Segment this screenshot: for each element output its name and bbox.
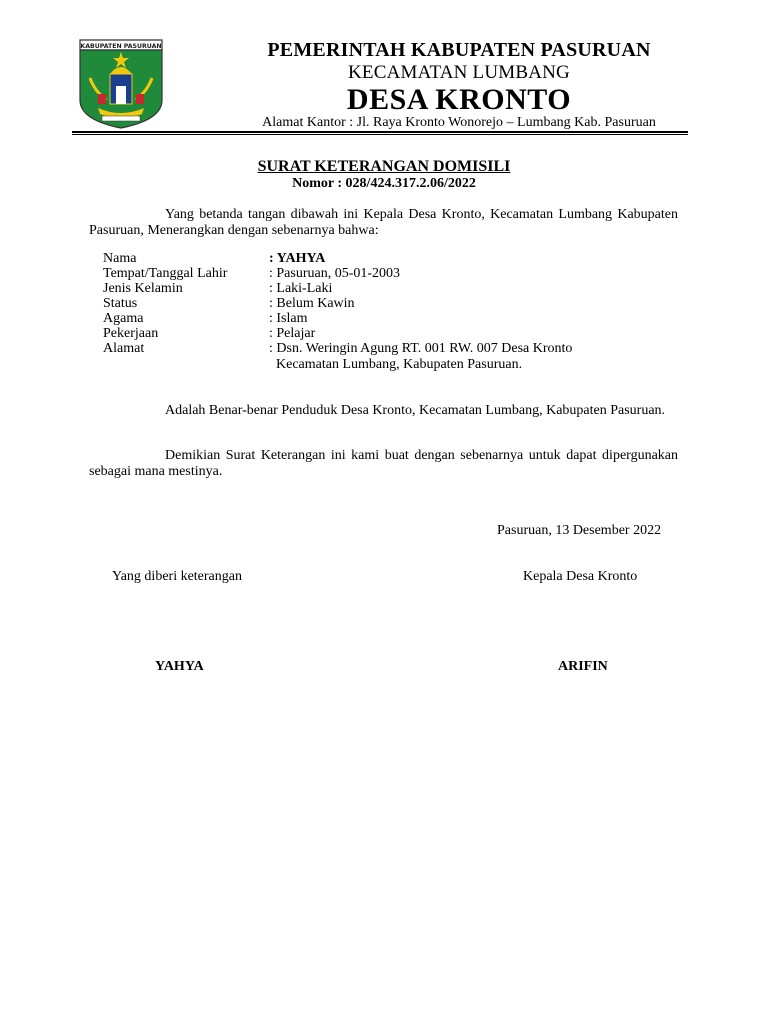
regency-emblem [76, 38, 166, 130]
signature-role-right: Kepala Desa Kronto [523, 569, 638, 584]
signature-role-left: Yang diberi keterangan [112, 569, 242, 584]
letter-title-text: SURAT KETERANGAN DOMISILI [257, 158, 511, 175]
field-label-birth: Tempat/Tanggal Lahir [103, 266, 228, 281]
statement-text: Adalah Benar-benar Penduduk Desa Kronto, Kecamatan Lumbang, Kabupaten Pasuruan. [165, 403, 666, 418]
header-subdistrict: KECAMATAN LUMBANG [348, 62, 570, 83]
field-value-address-cont: Kecamatan Lumbang, Kabupaten Pasuruan. [276, 357, 523, 372]
header-address: Alamat Kantor : Jl. Raya Kronto Wonorejo – Lumbang Kab. Pasuruan [262, 115, 656, 130]
signature-name-right: ARIFIN [558, 659, 608, 674]
closing-paragraph [89, 448, 678, 480]
header-government: PEMERINTAH KABUPATEN PASURUAN [267, 39, 651, 61]
field-value-religion: : Islam [269, 311, 308, 326]
statement-paragraph [89, 403, 678, 419]
field-value-birth: : Pasuruan, 05-01-2003 [269, 266, 401, 281]
field-value-status: : Belum Kawin [269, 296, 355, 311]
place-date: Pasuruan, 13 Desember 2022 [497, 523, 662, 538]
field-value-name: : YAHYA [269, 251, 326, 266]
signature-name-left: YAHYA [155, 659, 204, 674]
field-label-name: Nama [103, 251, 137, 266]
header-village: DESA KRONTO [346, 83, 572, 116]
field-label-address: Alamat [103, 341, 145, 356]
header-divider-thick [72, 131, 688, 133]
field-label-status: Status [103, 296, 138, 311]
field-value-address: : Dsn. Weringin Agung RT. 001 RW. 007 Desa Kronto [269, 341, 573, 356]
header-divider-thin [72, 134, 688, 135]
emblem-banner-text: KABUPATEN PASURUAN [80, 43, 162, 50]
field-label-occupation: Pekerjaan [103, 326, 159, 341]
letter-number: Nomor : 028/424.317.2.06/2022 [292, 176, 476, 191]
letter-title [0, 158, 768, 176]
field-label-religion: Agama [103, 311, 144, 326]
closing-text: Demikian Surat Keterangan ini kami buat dengan sebenarnya untuk dapat dipergunakan sebagai mana mestinya. [89, 448, 678, 479]
field-value-gender: : Laki-Laki [269, 281, 333, 296]
field-label-gender: Jenis Kelamin [103, 281, 183, 296]
intro-text: Yang betanda tangan dibawah ini Kepala Desa Kronto, Kecamatan Lumbang Kabupaten Pasuruan, Menerangkan dengan sebenarnya bahwa: [89, 207, 678, 238]
field-value-occupation: : Pelajar [269, 326, 316, 341]
intro-paragraph [89, 207, 678, 239]
